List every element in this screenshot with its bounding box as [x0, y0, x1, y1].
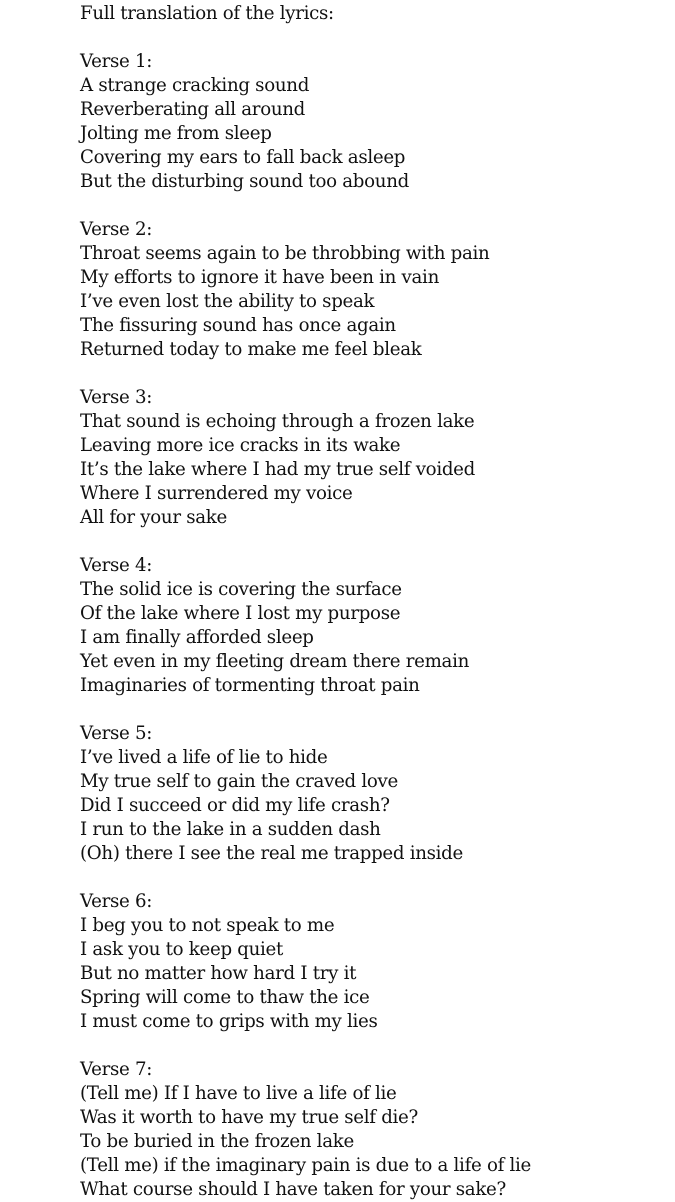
lyric-line: Jolting me from sleep [80, 123, 272, 144]
document-title: Full translation of the lyrics: [80, 3, 334, 24]
lyric-line: Imaginaries of tormenting throat pain [80, 675, 420, 696]
lyrics-document [80, 2, 670, 1202]
lyric-line: The solid ice is covering the surface [80, 579, 402, 600]
lyric-line: It’s the lake where I had my true self voided [80, 459, 475, 480]
lyric-line: (Oh) there I see the real me trapped inside [80, 843, 463, 864]
lyric-line: But the disturbing sound too abound [80, 171, 409, 192]
lyric-line: All for your sake [80, 507, 227, 528]
lyric-line: My true self to gain the craved love [80, 771, 398, 792]
verse-7 [80, 1058, 670, 1202]
lyric-line: I am finally afforded sleep [80, 627, 314, 648]
verse-heading: Verse 1: [80, 51, 153, 72]
lyric-line: I must come to grips with my lies [80, 1011, 378, 1032]
verse-3 [80, 386, 670, 530]
lyric-line: I beg you to not speak to me [80, 915, 335, 936]
lyric-line: Yet even in my fleeting dream there remain [80, 651, 469, 672]
lyric-line: What course should I have taken for your sake? [80, 1179, 506, 1200]
verse-heading: Verse 3: [80, 387, 153, 408]
lyric-line: (Tell me) if the imaginary pain is due to a life of lie [80, 1155, 532, 1176]
verse-heading: Verse 7: [80, 1059, 153, 1080]
lyric-line: That sound is echoing through a frozen lake [80, 411, 475, 432]
verse-4 [80, 554, 670, 698]
lyric-line: I’ve even lost the ability to speak [80, 291, 375, 312]
lyric-line: The fissuring sound has once again [80, 315, 396, 336]
lyric-line: I run to the lake in a sudden dash [80, 819, 381, 840]
lyric-line: Was it worth to have my true self die? [80, 1107, 418, 1128]
lyric-line: Covering my ears to fall back asleep [80, 147, 406, 168]
lyric-line: I’ve lived a life of lie to hide [80, 747, 328, 768]
lyric-line: My efforts to ignore it have been in vain [80, 267, 439, 288]
lyric-line: Where I surrendered my voice [80, 483, 353, 504]
lyric-line: (Tell me) If I have to live a life of lie [80, 1083, 397, 1104]
verse-heading: Verse 5: [80, 723, 153, 744]
verse-5 [80, 722, 670, 866]
lyric-line: A strange cracking sound [80, 75, 310, 96]
lyric-line: Of the lake where I lost my purpose [80, 603, 401, 624]
verse-6 [80, 890, 670, 1034]
verse-heading: Verse 6: [80, 891, 153, 912]
verse-1 [80, 50, 670, 194]
lyric-line: Leaving more ice cracks in its wake [80, 435, 401, 456]
lyric-line: But no matter how hard I try it [80, 963, 357, 984]
lyric-line: I ask you to keep quiet [80, 939, 284, 960]
lyric-line: Returned today to make me feel bleak [80, 339, 422, 360]
lyric-line: Throat seems again to be throbbing with pain [80, 243, 490, 264]
verse-heading: Verse 4: [80, 555, 153, 576]
verse-heading: Verse 2: [80, 219, 153, 240]
lyric-line: To be buried in the frozen lake [80, 1131, 354, 1152]
lyric-line: Did I succeed or did my life crash? [80, 795, 390, 816]
lyric-line: Spring will come to thaw the ice [80, 987, 370, 1008]
verse-2 [80, 218, 670, 362]
lyric-line: Reverberating all around [80, 99, 306, 120]
